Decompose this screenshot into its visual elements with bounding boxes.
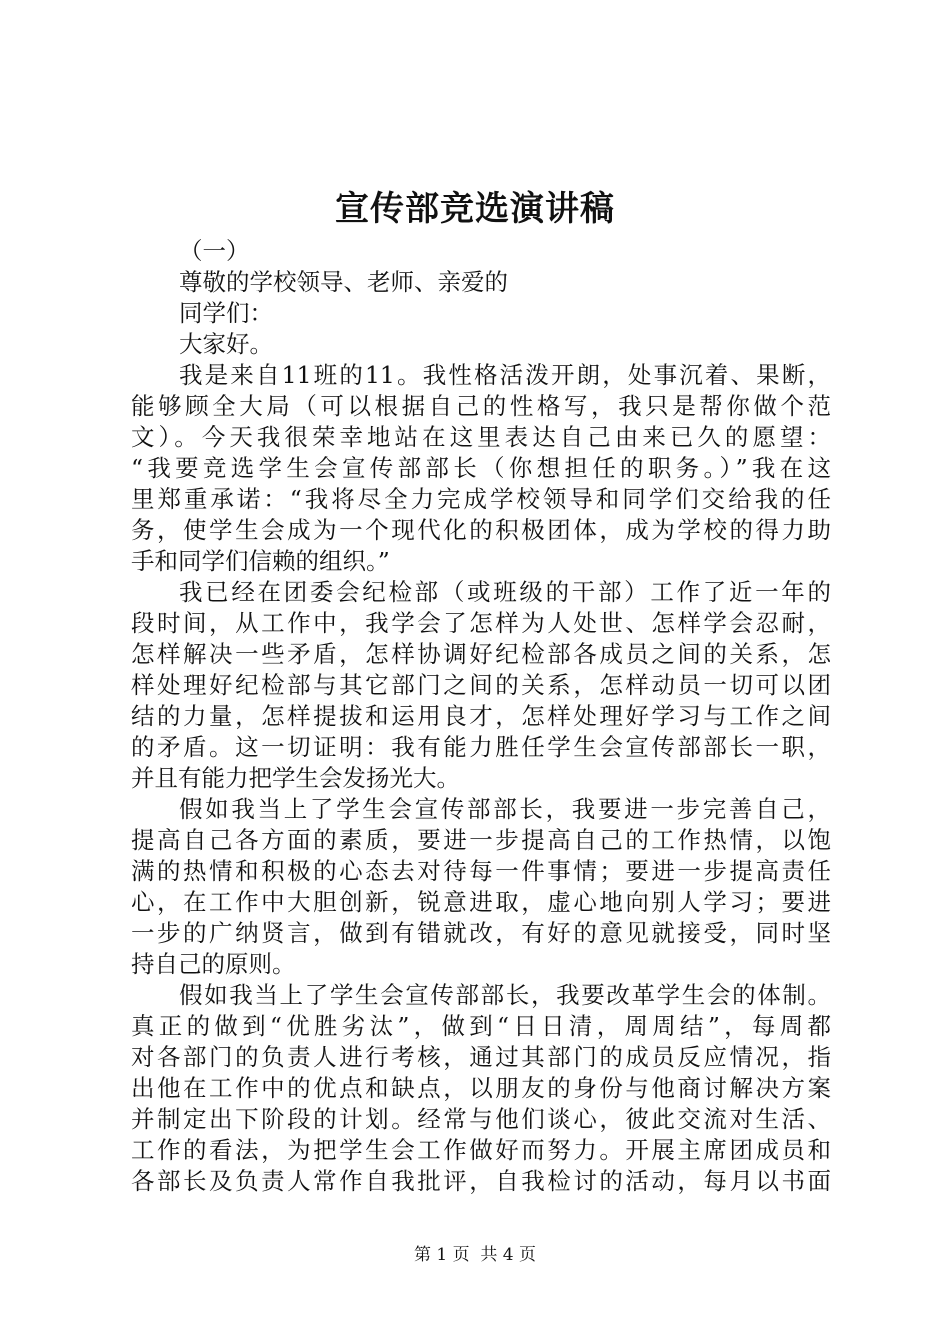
document-body: [131, 236, 831, 1197]
paragraph-line: 真正的做到“优胜劣汰”，做到“日日清，周周结”，每周都: [131, 1012, 831, 1040]
document-title: 宣传部竞选演讲稿: [335, 189, 615, 229]
paragraph-line: 怎样解决一些矛盾，怎样协调好纪检部各成员之间的关系，怎: [131, 640, 831, 668]
paragraph-line: “我要竞选学生会宣传部部长（你想担任的职务。）”我在这: [131, 454, 831, 482]
paragraph-line: 的矛盾。这一切证明：我有能力胜任学生会宣传部部长一职，: [131, 733, 831, 761]
paragraph-line: 假如我当上了学生会宣传部部长，我要进一步完善自己，: [179, 795, 831, 823]
paragraph-line: 出他在工作中的优点和缺点，以朋友的身份与他商讨解决方案: [131, 1074, 831, 1102]
paragraph-line: 文）。今天我很荣幸地站在这里表达自己由来已久的愿望：: [131, 423, 831, 451]
paragraph-line: 满的热情和积极的心态去对待每一件事情；要进一步提高责任: [131, 857, 831, 885]
paragraph-line: 工作的看法，为把学生会工作做好而努力。开展主席团成员和: [131, 1136, 831, 1164]
paragraph-line: 结的力量，怎样提拔和运用良才，怎样处理好学习与工作之间: [131, 702, 831, 730]
page-footer: [0, 1243, 950, 1267]
greeting-line: 大家好。: [179, 330, 273, 358]
paragraph-line: 段时间，从工作中，我学会了怎样为人处世、怎样学会忍耐，: [131, 609, 831, 637]
paragraph-line: 各部长及负责人常作自我批评，自我检讨的活动，每月以书面: [131, 1167, 831, 1195]
paragraph-line: 一步的广纳贤言，做到有错就改，有好的意见就接受，同时坚: [131, 919, 831, 947]
section-marker: （一）: [179, 237, 250, 265]
paragraph-line: 样处理好纪检部与其它部门之间的关系，怎样动员一切可以团: [131, 671, 831, 699]
paragraph-line: 手和同学们信赖的组织。”: [131, 547, 390, 575]
paragraph-line: 并且有能力把学生会发扬光大。: [131, 764, 460, 792]
salutation-line: 尊敬的学校领导、老师、亲爱的: [179, 268, 508, 296]
paragraph-line: 持自己的原则。: [131, 950, 296, 978]
paragraph-line: 提高自己各方面的素质，要进一步提高自己的工作热情，以饱: [131, 826, 831, 854]
salutation-line: 同学们：: [179, 299, 273, 327]
paragraph-line: 假如我当上了学生会宣传部部长，我要改革学生会的体制。: [179, 981, 831, 1009]
paragraph-line: 里郑重承诺：“我将尽全力完成学校领导和同学们交给我的任: [131, 485, 831, 513]
paragraph-line: 我已经在团委会纪检部（或班级的干部）工作了近一年的: [179, 578, 831, 606]
paragraph-line: 能够顾全大局（可以根据自己的性格写，我只是帮你做个范: [131, 392, 831, 420]
paragraph-line: 对各部门的负责人进行考核，通过其部门的成员反应情况，指: [131, 1043, 831, 1071]
paragraph-line: 心，在工作中大胆创新，锐意进取，虚心地向别人学习；要进: [131, 888, 831, 916]
page-number: 第 1 页 共 4 页: [413, 1245, 537, 1265]
paragraph-line: 我是来自11班的11。我性格活泼开朗，处事沉着、果断，: [179, 361, 831, 389]
paragraph-line: 并制定出下阶段的计划。经常与他们谈心，彼此交流对生活、: [131, 1105, 831, 1133]
paragraph-line: 务，使学生会成为一个现代化的积极团体，成为学校的得力助: [131, 516, 831, 544]
